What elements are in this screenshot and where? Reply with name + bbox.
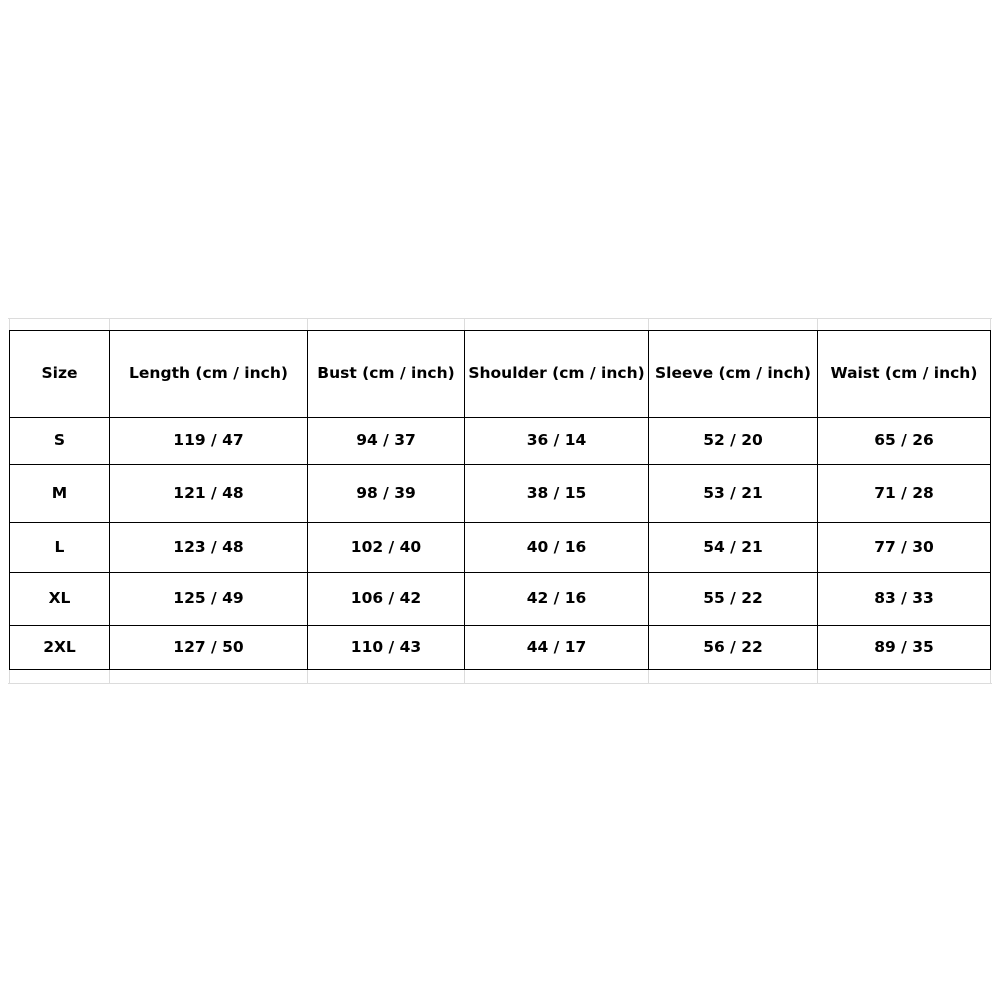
cell-waist: 83 / 33 [818,573,991,626]
table-row [10,573,991,626]
table-row [10,465,991,523]
cell-waist: 65 / 26 [818,418,991,465]
cell-shoulder: 36 / 14 [465,418,649,465]
cell-waist: 89 / 35 [818,626,991,670]
cell-waist: 71 / 28 [818,465,991,523]
cell-sleeve: 53 / 21 [649,465,818,523]
faint-gridline-col4-b [648,670,649,684]
column-header-shoulder: Shoulder (cm / inch) [465,331,649,418]
cell-length: 123 / 48 [110,523,308,573]
faint-gridline-col5-b [817,670,818,684]
table-row [10,626,991,670]
cell-size: M [10,465,110,523]
faint-gridline-col1 [109,318,110,330]
cell-length: 127 / 50 [110,626,308,670]
header-row [10,331,991,418]
cell-shoulder: 42 / 16 [465,573,649,626]
cell-sleeve: 54 / 21 [649,523,818,573]
cell-bust: 102 / 40 [308,523,465,573]
cell-bust: 110 / 43 [308,626,465,670]
faint-gridline-col2 [307,318,308,330]
cell-sleeve: 52 / 20 [649,418,818,465]
faint-gridline-col5 [817,318,818,330]
cell-length: 125 / 49 [110,573,308,626]
cell-size: S [10,418,110,465]
cell-length: 119 / 47 [110,418,308,465]
faint-gridline-top [8,318,992,319]
column-header-size: Size [10,331,110,418]
cell-shoulder: 44 / 17 [465,626,649,670]
cell-sleeve: 55 / 22 [649,573,818,626]
column-header-waist: Waist (cm / inch) [818,331,991,418]
cell-bust: 94 / 37 [308,418,465,465]
cell-length: 121 / 48 [110,465,308,523]
cell-size: XL [10,573,110,626]
column-header-length: Length (cm / inch) [110,331,308,418]
size-chart-table [9,330,991,670]
table-row [10,418,991,465]
cell-sleeve: 56 / 22 [649,626,818,670]
faint-gridline-col1-b [109,670,110,684]
cell-size: L [10,523,110,573]
faint-gridline-col2-b [307,670,308,684]
cell-waist: 77 / 30 [818,523,991,573]
cell-shoulder: 40 / 16 [465,523,649,573]
cell-shoulder: 38 / 15 [465,465,649,523]
faint-gridline-col3 [464,318,465,330]
cell-bust: 106 / 42 [308,573,465,626]
cell-bust: 98 / 39 [308,465,465,523]
cell-size: 2XL [10,626,110,670]
faint-gridline-col4 [648,318,649,330]
column-header-bust: Bust (cm / inch) [308,331,465,418]
faint-gridline-bottom [8,683,992,684]
table-row [10,523,991,573]
column-header-sleeve: Sleeve (cm / inch) [649,331,818,418]
faint-gridline-col3-b [464,670,465,684]
